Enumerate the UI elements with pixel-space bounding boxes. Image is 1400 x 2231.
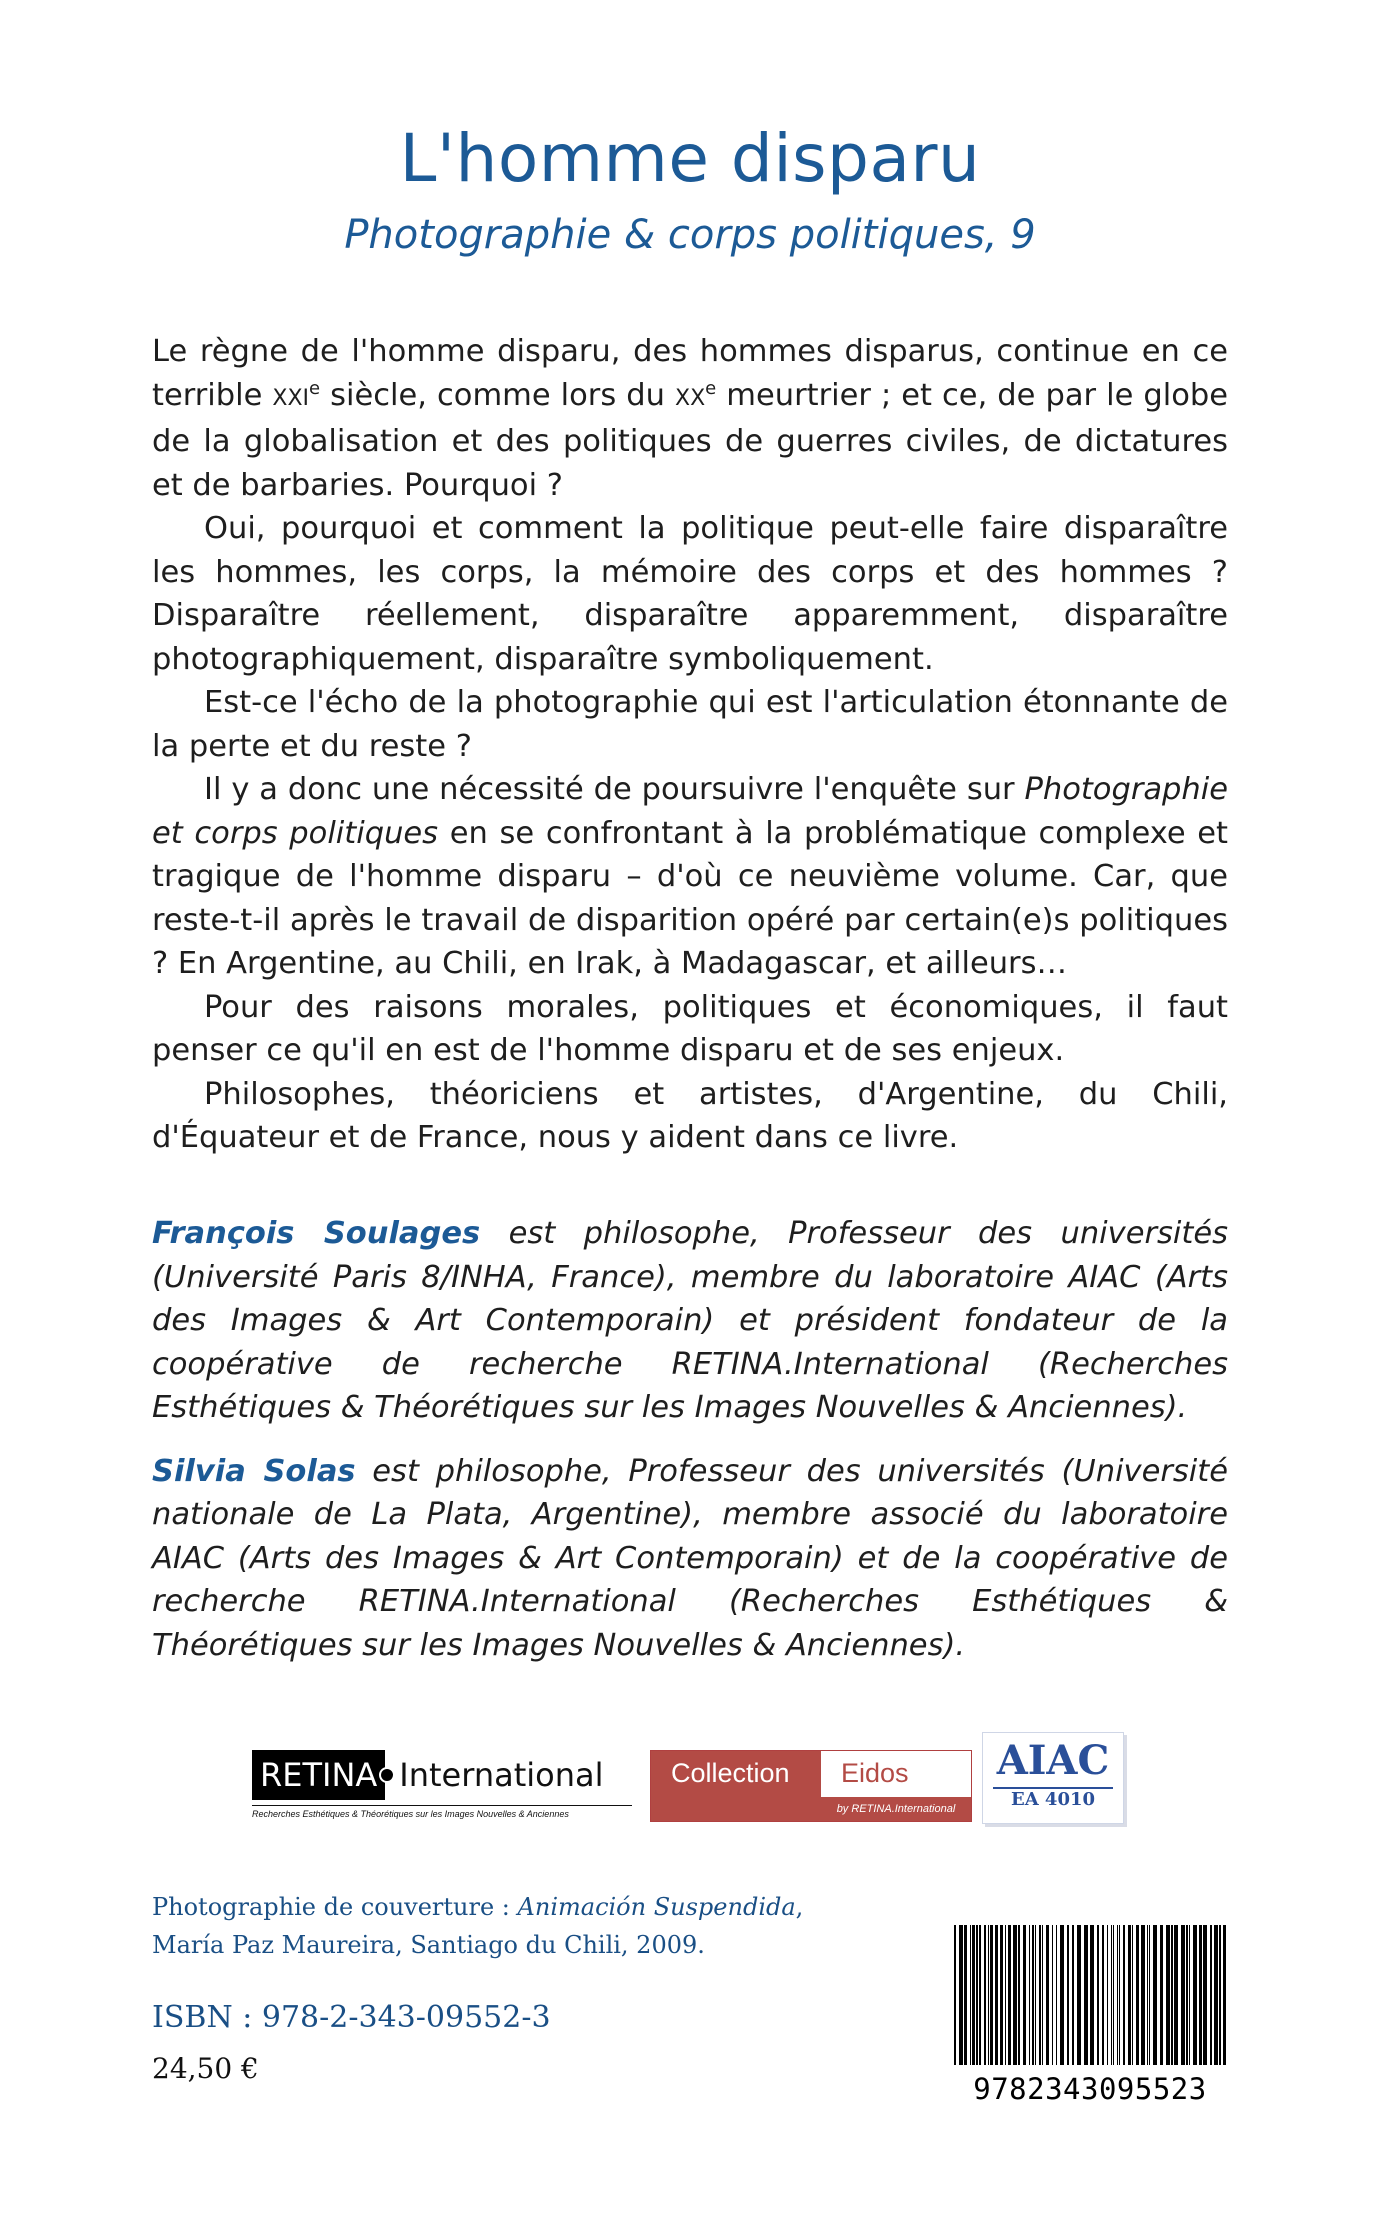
author-name-2: Silvia Solas	[152, 1453, 356, 1489]
aiac-logo-bottom: EA 4010	[993, 1787, 1113, 1810]
author-bio-text-2: est philosophe, Professeur des universités (Université nationale de La Plata, Argentine), membre associé du laboratoire AIAC (Arts des Images & Art Contemporain) et de la coopérative de recherche RETINA.International (Recherches Esthétiques & Théorétiques sur les Images Nouvelles & Anciennes).	[152, 1453, 1228, 1663]
blurb-p4-start: Il y a donc une nécessité de poursuivre l'enquête sur	[204, 772, 1025, 807]
publisher-logos	[0, 1730, 1400, 1840]
book-title: L'homme disparu	[399, 120, 981, 197]
blurb-p1-end: meurtrier ; et ce, de par le globe de la globalisation et des politiques de guerres civiles, de dictatures et de barbaries. Pourquoi ?	[152, 377, 1228, 503]
aiac-logo-top: AIAC	[996, 1737, 1110, 1784]
retina-logo-black: RETINA	[252, 1750, 385, 1800]
author-bios	[152, 1212, 1228, 1687]
retina-international-logo	[252, 1750, 632, 1830]
retina-dot-icon	[379, 1767, 395, 1783]
blurb-p4-series-title: Photographie et corps politiques	[152, 772, 1228, 851]
credit-artwork-title: Animación Suspendida	[517, 1893, 796, 1921]
retina-logo-tagline: Recherches Esthétiques & Théorétiques sur les Images Nouvelles & Anciennes	[252, 1805, 632, 1819]
credit-suffix: ,	[795, 1893, 804, 1921]
cover-photo-credit	[152, 1888, 852, 1964]
author-name-1: François Soulages	[152, 1216, 481, 1251]
book-subtitle: Photographie & corps politiques, 9	[344, 212, 1036, 258]
blurb	[152, 330, 1228, 1160]
barcode-digits: 9782343095523	[973, 2072, 1207, 2106]
isbn: ISBN : 978-2-343-09552-3	[152, 2000, 551, 2035]
blurb-paragraph-1	[152, 330, 1228, 507]
credit-prefix: Photographie de couverture :	[152, 1893, 518, 1921]
collection-eidos-logo	[650, 1750, 972, 1822]
blurb-p1-mid: siècle, comme lors du	[320, 377, 676, 413]
blurb-paragraph-5: Pour des raisons morales, politiques et économiques, il faut penser ce qu'il en est de l'homme disparu et de ses enjeux.	[152, 989, 1228, 1068]
eidos-logo-collection: Collection	[651, 1751, 821, 1821]
blurb-paragraph-6: Philosophes, théoriciens et artistes, d'Argentine, du Chili, d'Équateur et de France, nous y aident dans ce livre.	[152, 1076, 1228, 1155]
author-bio-1	[152, 1212, 1228, 1430]
blurb-p1-start: Le règne de l'homme disparu, des hommes disparus, continue en ce terrible	[152, 334, 1228, 413]
credit-line-2: María Paz Maureira, Santiago du Chili, 2009.	[152, 1931, 705, 1959]
author-bio-text-1: est philosophe, Professeur des universités (Université Paris 8/INHA, France), membre du laboratoire AIAC (Arts des Images & Art Contemporain) et président fondateur de la coopérative de recherche RETINA.International (Recherches Esthétiques & Théorétiques sur les Images Nouvelles & Anciennes).	[152, 1216, 1228, 1425]
eidos-logo-eidos: Eidos	[841, 1758, 909, 1788]
retina-logo-international: International	[399, 1756, 604, 1794]
century-20: XX	[675, 385, 706, 411]
century-21-sup: e	[309, 377, 321, 399]
blurb-paragraph-3: Est-ce l'écho de la photographie qui est l'articulation étonnante de la perte et du reste ?	[152, 685, 1228, 764]
century-21: XXI	[272, 385, 310, 411]
aiac-logo	[982, 1732, 1124, 1824]
blurb-p4-end: en se confrontant à la problématique complexe et tragique de l'homme disparu – d'où ce neuvième volume. Car, que reste-t-il après le travail de disparition opéré par certain(e)s politiques ? En Argentine, au Chili, en Irak, à Madagascar, et ailleurs…	[152, 815, 1228, 981]
century-20-sup: e	[705, 377, 717, 399]
credit-line-1	[152, 1888, 852, 1926]
retina-logo-wordmark	[252, 1750, 604, 1800]
blurb-paragraph-2: Oui, pourquoi et comment la politique peut-elle faire disparaître les hommes, les corps, la mémoire des corps et des hommes ? Disparaître réellement, disparaître apparemment, disparaître photographiquement, disparaître symboliquement.	[152, 511, 1228, 677]
price: 24,50 €	[152, 2052, 259, 2085]
eidos-logo-by: by RETINA.International	[821, 1797, 971, 1821]
blurb-paragraph-4	[152, 768, 1228, 986]
author-bio-2	[152, 1450, 1228, 1668]
